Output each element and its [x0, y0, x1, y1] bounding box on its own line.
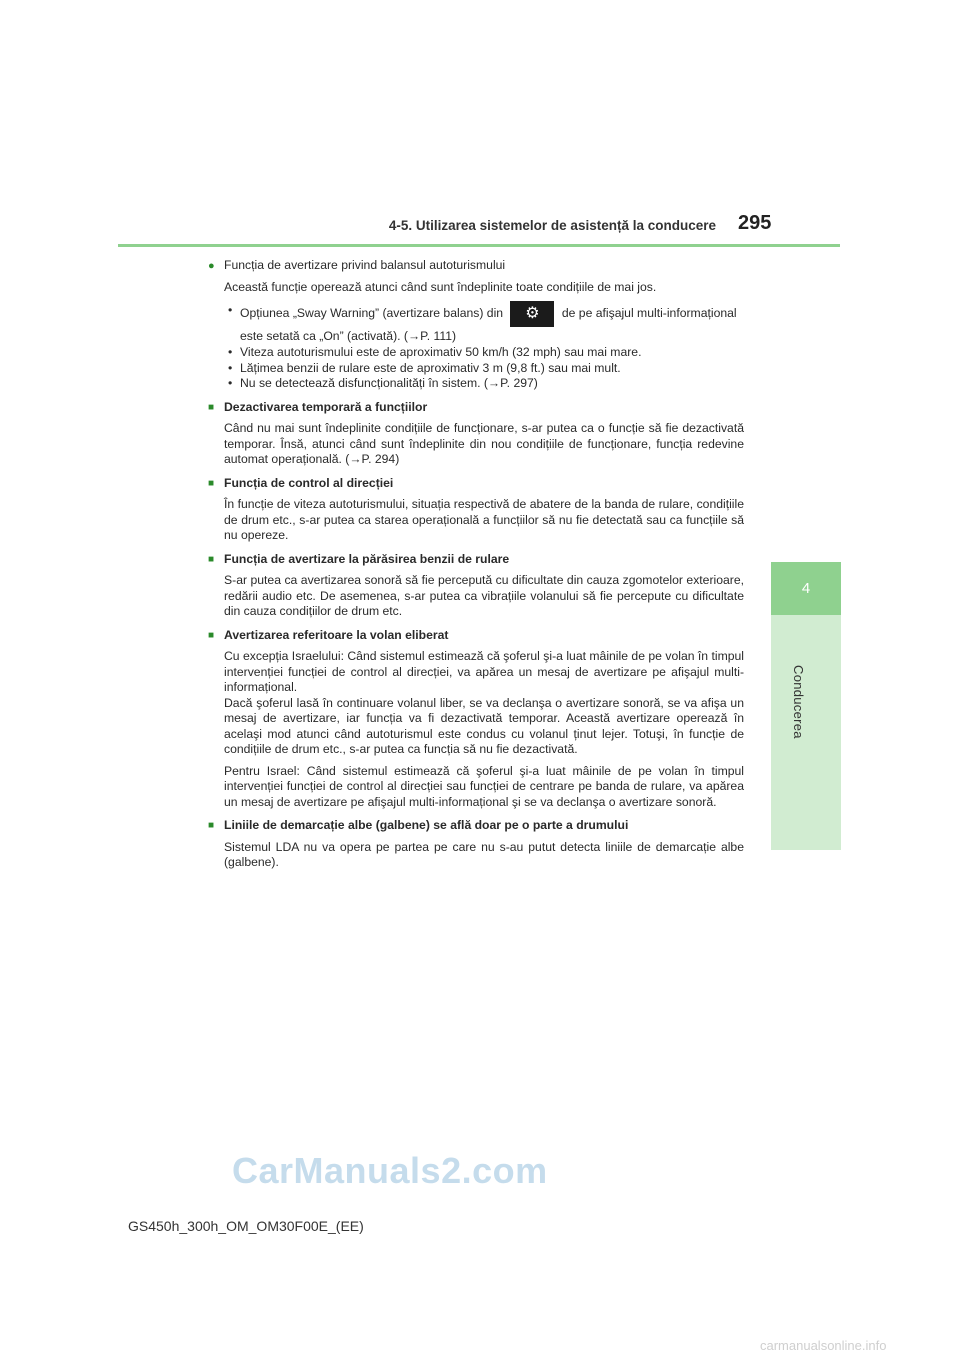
square-bullet-icon: ■ [208, 629, 215, 641]
section-heading [208, 818, 744, 834]
section-heading [208, 476, 744, 492]
page-content [208, 256, 744, 871]
watermark-footer: carmanualsonline.info [760, 1338, 887, 1353]
section-title: Liniile de demarcație albe (galbene) se află doar pe o parte a drumului [224, 818, 629, 832]
condition-text: Lățimea benzii de rulare este de aproximativ 3 m (9,8 ft.) sau mai mult. [240, 360, 621, 375]
section-paragraph: Pentru Israel: Când sistemul estimează că şoferul şi-a luat mâinile de pe volan în timpul intervenției funcției de control al direcției sau funcției de centrare pe banda de rulare, va apărea un mesaj de avertizare pe afişajul multi-informațional şi se va declanşa o avertizare sonoră. [224, 763, 744, 809]
page-number: 295 [738, 212, 772, 234]
section-heading [208, 552, 744, 568]
condition-text: Viteza autoturismului este de aproximativ 50 km/h (32 mph) sau mai mare. [240, 345, 642, 359]
bullet-description: Această funcție operează atunci când sunt îndeplinite toate condițiile de mai jos. [224, 279, 657, 294]
section-paragraph: S-ar putea ca avertizarea sonoră să fie percepută cu dificultate din cauza zgomotelor exterioare, redării audio etc. De asemenea, s-ar putea ca vibrațiile volanului să fie percepute cu dificultate din cauza condițiilor de drum etc. [224, 573, 744, 618]
bullet-heading [208, 258, 744, 274]
section-heading [208, 400, 744, 416]
section-paragraph: În funcție de viteza autoturismului, situația respectivă de abatere de la banda de rulare, condițiile de drum etc., s-ar putea ca starea operațională a funcțiilor să nu fie detectată sau ca funcțiile să nu opereze. [224, 497, 744, 542]
header-divider [118, 244, 840, 247]
condition-item [224, 345, 744, 361]
chapter-label: Conducerea [791, 665, 806, 739]
list-marker: • [228, 345, 233, 359]
list-marker: • [228, 360, 233, 375]
condition-item [224, 361, 744, 377]
section-paragraph: Când nu mai sunt îndeplinite condițiile de funcționare, s-ar putea ca o funcție să fie dezactivată temporar. Însă, atunci când sunt îndeplinite din nou condițiile de funcționare, funcția redevine automat operațională. (→P. 294) [224, 421, 744, 466]
chapter-section-title: 4-5. Utilizarea sistemelor de asistență la conducere [388, 218, 716, 233]
section-paragraph: Cu excepția Israelului: Când sistemul estimează că şoferul şi-a luat mâinile de pe volan în timpul intervenției funcției de control al direcției, va apărea un mesaj de avertizare pe afişajul multi-informațional. Dacă şoferul lasă în continuare volanul liber, se va declanşa o avertizare sonoră, se va afişa un mesaj de avertizare, iar funcția va fi dezactivată temporar. Această avertizare operează în acelaşi mod atunci când autoturismul este condus cu volanul ținut lejer. Totuşi, în funcție de condițiile de drum etc., s-ar putea ca funcția să nu fie dezactivată. [224, 649, 744, 756]
chapter-side-tab [771, 615, 841, 850]
chapter-number: 4 [801, 580, 811, 597]
section-title: Dezactivarea temporară a funcțiilor [224, 399, 428, 414]
square-bullet-icon: ■ [208, 401, 215, 413]
gear-icon: ⚙ [510, 301, 554, 327]
section-title: Avertizarea referitoare la volan eliberat [224, 627, 449, 642]
list-marker: • [228, 376, 233, 390]
condition-item [224, 376, 744, 392]
condition-text-before: Opțiunea „Sway Warning” (avertizare balans) din [240, 306, 504, 321]
condition-text-after: de pe afişajul multi-informațional este setată ca „On” (activată). (→P. 111) [240, 306, 737, 343]
document-code: GS450h_300h_OM_OM30F00E_(EE) [128, 1218, 364, 1234]
section-heading [208, 628, 744, 644]
section-title: Funcția de control al direcției [224, 475, 394, 490]
square-bullet-icon: ■ [208, 820, 215, 831]
watermark-logo: CarManuals2.com [232, 1150, 548, 1191]
section-title: Funcția de avertizare la părăsirea benzii de rulare [224, 551, 510, 566]
condition-text: Nu se detectează disfuncționalități în sistem. (→P. 297) [240, 376, 538, 390]
bullet-dot-icon: ● [208, 260, 215, 272]
square-bullet-icon: ■ [208, 553, 215, 565]
square-bullet-icon: ■ [208, 477, 215, 489]
condition-item [224, 301, 744, 345]
bullet-title: Funcția de avertizare privind balansul autoturismului [224, 258, 506, 272]
chapter-tab [771, 562, 841, 615]
section-paragraph: Sistemul LDA nu va opera pe partea pe care nu s-au putut detecta liniile de demarcație albe (galbene). [224, 839, 744, 869]
list-marker: • [228, 303, 233, 317]
